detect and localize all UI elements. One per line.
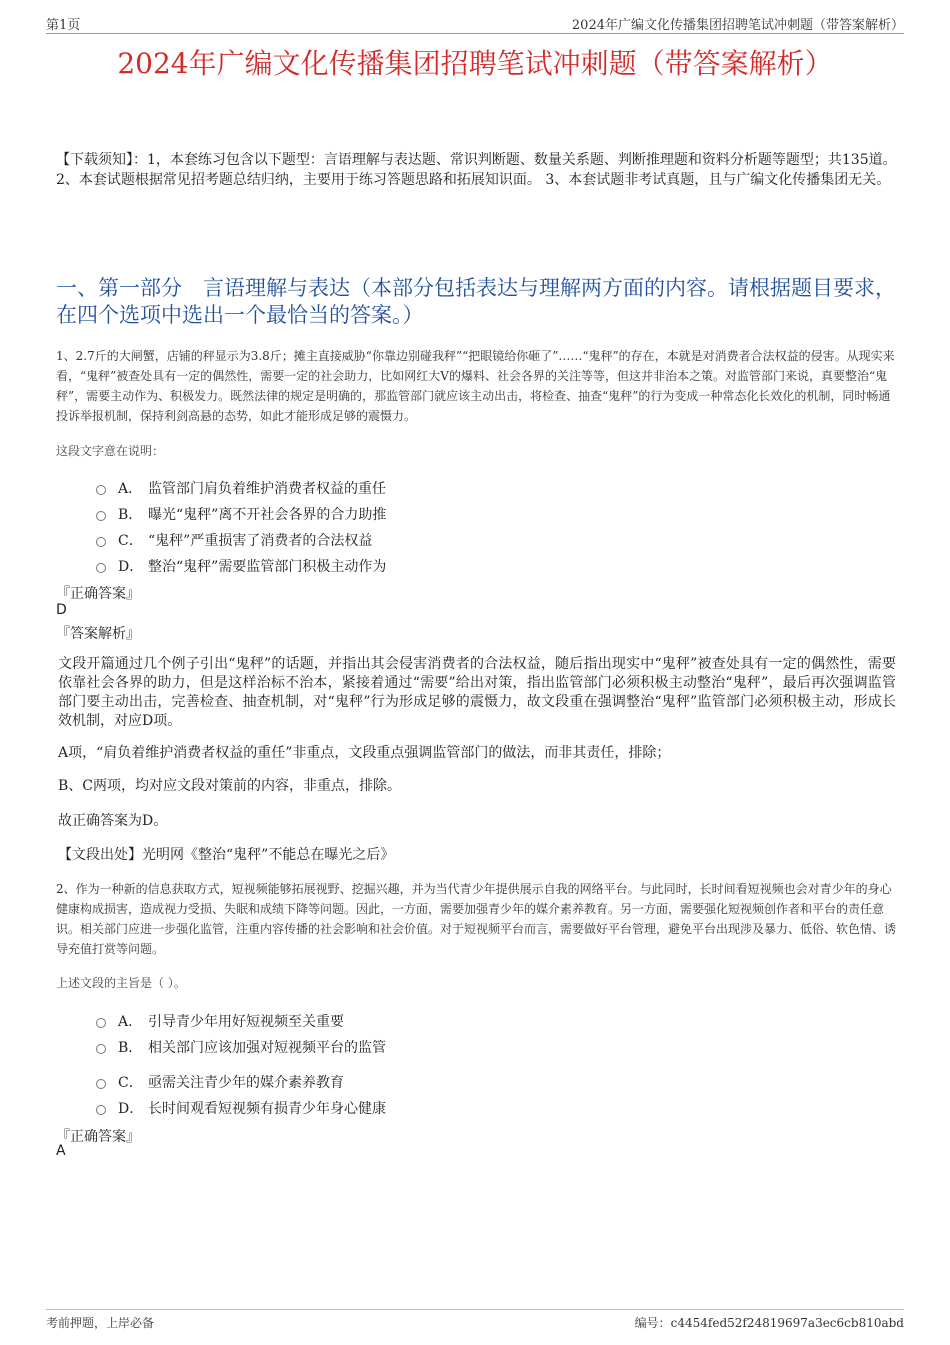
footer-doc-id: 编号：c4454fed52f24819697a3ec6cb810abd	[634, 1316, 904, 1330]
option-letter: C．	[118, 1075, 143, 1091]
section-heading: 一、第一部分 言语理解与表达（本部分包括表达与理解两方面的内容。请根据题目要求，在四个选项中选出一个最恰当的答案。）	[56, 276, 896, 327]
option-letter: B．	[118, 1040, 143, 1056]
radio-icon[interactable]	[96, 1018, 106, 1028]
question-2-prompt: 上述文段的主旨是（ ）。	[56, 976, 186, 990]
analysis-label: 『答案解析』	[56, 626, 140, 642]
option-letter: B．	[118, 507, 143, 523]
question-1-text: 1、2.7斤的大闸蟹，店铺的秤显示为3.8斤；摊主直接威胁“你靠边别碰我秤”“把眼镜给你砸了”……“鬼秤”的存在，本就是对消费者合法权益的侵害。从现实来看，“鬼秤”被查处具有一定的偶然性，需要一定的社会助力，比如网红大V的爆料、社会各界的关注等等，但这并非治本之策。对监管部门来说，真要整治“鬼秤”，需要主动作为、积极发力。既然法律的规定是明确的，那监管部门就应该主动出击，将检查、抽查“鬼秤”的行为变成一种常态化长效化的机制，同时畅通投诉举报机制，保持利剑高悬的态势，如此才能形成足够的震慑力。	[56, 349, 895, 423]
question-1-option-d[interactable]	[96, 556, 386, 576]
answer-value: A	[56, 1143, 66, 1159]
radio-icon[interactable]	[96, 1105, 106, 1115]
option-letter: A．	[118, 1014, 143, 1030]
option-text: “鬼秤”严重损害了消费者的合法权益	[148, 533, 373, 549]
radio-icon[interactable]	[96, 537, 106, 547]
analysis-paragraph: A项，“肩负着维护消费者权益的重任”非重点，文段重点强调监管部门的做法，而非其责任，排除；	[58, 745, 671, 761]
option-text: 亟需关注青少年的媒介素养教育	[148, 1075, 344, 1091]
page-number: 第1页	[46, 18, 81, 33]
answer-value: D	[56, 602, 67, 618]
option-letter: A．	[118, 481, 143, 497]
analysis-source: 【文段出处】光明网《整治“鬼秤”不能总在曝光之后》	[58, 847, 395, 863]
question-1-option-a[interactable]	[96, 478, 386, 498]
radio-icon[interactable]	[96, 1079, 106, 1089]
download-notice: 【下载须知】：1，本套练习包含以下题型：言语理解与表达题、常识判断题、数量关系题、判断推理题和资料分析题等题型；共135道。 2、本套试题根据常见招考题总结归纳，主要用于练习答题思路和拓展知识面。 3、本套试题非考试真题，且与广编文化传播集团无关。	[56, 152, 897, 188]
option-text: 曝光“鬼秤”离不开社会各界的合力助推	[148, 507, 387, 523]
radio-icon[interactable]	[96, 511, 106, 521]
answer-label: 『正确答案』	[56, 1129, 140, 1145]
answer-label: 『正确答案』	[56, 586, 140, 602]
option-letter: D．	[118, 1101, 144, 1117]
question-2-text: 2、作为一种新的信息获取方式，短视频能够拓展视野、挖掘兴趣，并为当代青少年提供展示自我的网络平台。与此同时，长时间看短视频也会对青少年的身心健康构成损害，造成视力受损、失眠和成绩下降等问题。因此，一方面，需要加强青少年的媒介素养教育。另一方面，需要强化短视频创作者和平台的责任意识。相关部门应进一步强化监管，注重内容传播的社会影响和社会价值。对于短视频平台而言，需要做好平台管理，避免平台出现涉及暴力、低俗、软色情、诱导充值打赏等问题。	[56, 882, 897, 956]
footer-divider	[46, 1309, 904, 1310]
option-letter: C．	[118, 533, 143, 549]
radio-icon[interactable]	[96, 1044, 106, 1054]
header-doc-title: 2024年广编文化传播集团招聘笔试冲刺题（带答案解析）	[571, 18, 904, 33]
analysis-paragraph: 故正确答案为D。	[58, 813, 168, 829]
question-2-option-c[interactable]	[96, 1072, 344, 1092]
question-1-option-c[interactable]	[96, 530, 372, 550]
header-divider	[46, 33, 904, 34]
radio-icon[interactable]	[96, 563, 106, 573]
option-text: 相关部门应该加强对短视频平台的监管	[148, 1040, 386, 1056]
question-2-option-d[interactable]	[96, 1098, 386, 1118]
option-text: 长时间观看短视频有损青少年身心健康	[148, 1101, 386, 1117]
analysis-paragraph: 文段开篇通过几个例子引出“鬼秤”的话题，并指出其会侵害消费者的合法权益，随后指出现实中“鬼秤”被查处具有一定的偶然性，需要依靠社会各界的助力，但是这样治标不治本，紧接着通过“需要”给出对策，指出监管部门必须积极主动整治“鬼秤”，最后再次强调监管部门要主动出击，完善检查、抽查机制，对“鬼秤”行为形成足够的震慑力，故文段重在强调整治“鬼秤”监管部门必须积极主动，形成长效机制，对应D项。	[58, 656, 896, 729]
page-title: 2024年广编文化传播集团招聘笔试冲刺题（带答案解析）	[117, 47, 833, 80]
analysis-paragraph: B、C两项，均对应文段对策前的内容，非重点，排除。	[58, 778, 401, 794]
option-letter: D．	[118, 559, 144, 575]
footer-slogan: 考前押题，上岸必备	[46, 1316, 155, 1330]
option-text: 引导青少年用好短视频至关重要	[148, 1014, 344, 1030]
option-text: 整治“鬼秤”需要监管部门积极主动作为	[148, 559, 387, 575]
question-2-option-b[interactable]	[96, 1037, 386, 1057]
option-text: 监管部门肩负着维护消费者权益的重任	[148, 481, 386, 497]
question-1-prompt: 这段文字意在说明：	[56, 444, 165, 458]
question-2-option-a[interactable]	[96, 1011, 344, 1031]
radio-icon[interactable]	[96, 485, 106, 495]
question-1-option-b[interactable]	[96, 504, 386, 524]
